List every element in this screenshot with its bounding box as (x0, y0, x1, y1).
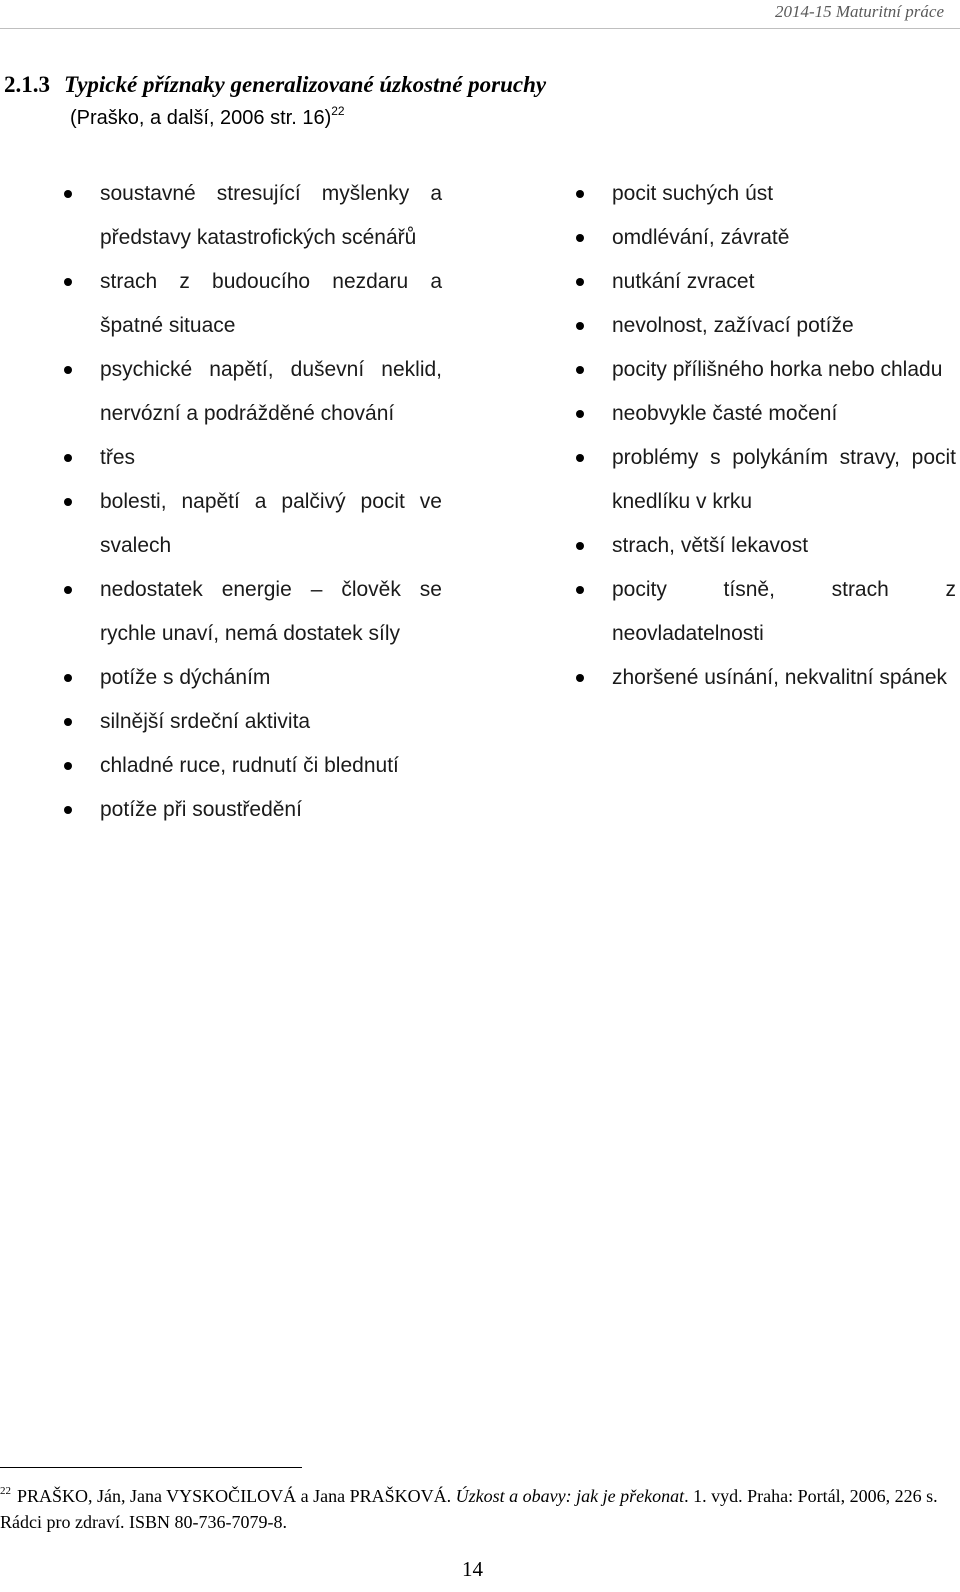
footnote-book-title: Úzkost a obavy: jak je překonat (455, 1486, 685, 1506)
bullet-icon (576, 234, 584, 242)
list-item: potíže s dýcháním (100, 656, 442, 700)
bullet-icon (576, 322, 584, 330)
page-number: 14 (462, 1557, 483, 1581)
list-item: třes (100, 436, 442, 480)
bullet-icon (64, 806, 72, 814)
bullet-icon (64, 454, 72, 462)
footnote-number: 22 (0, 1485, 11, 1497)
bullet-icon (64, 278, 72, 286)
bullet-icon (576, 410, 584, 418)
list-item: strach z budoucího nezdaru a špatné situace (100, 260, 442, 348)
symptom-list-left (100, 172, 442, 832)
list-item: omdlévání, závratě (612, 216, 956, 260)
bullet-icon (576, 674, 584, 682)
footnote-authors: PRAŠKO, Ján, Jana VYSKOČILOVÁ a Jana PRAŠKOVÁ. (17, 1486, 452, 1506)
bullet-icon (576, 278, 584, 286)
list-item: strach, větší lekavost (612, 524, 956, 568)
list-item: silnější srdeční aktivita (100, 700, 442, 744)
section-heading (4, 72, 546, 98)
list-item: psychické napětí, duševní neklid, nervózní a podrážděné chování (100, 348, 442, 436)
bullet-icon (64, 762, 72, 770)
header-divider (0, 28, 960, 29)
section-title: Typické příznaky generalizované úzkostné poruchy (64, 72, 547, 97)
list-item: zhoršené usínání, nekvalitní spánek (612, 656, 956, 700)
running-header: 2014-15 Maturitní práce (774, 2, 944, 21)
list-item: pocit suchých úst (612, 172, 956, 216)
bullet-icon (64, 498, 72, 506)
list-item: nevolnost, zažívací potíže (612, 304, 956, 348)
bullet-icon (576, 542, 584, 550)
bullet-icon (576, 454, 584, 462)
list-item: pocity tísně, strach z neovladatelnosti (612, 568, 956, 656)
footnote-divider (0, 1467, 302, 1468)
bullet-icon (64, 674, 72, 682)
footnote-details: . 1. vyd. Praha: Portál, 2006, 226 s. Rádci pro zdraví. ISBN 80-736-7079-8. (0, 1486, 938, 1532)
bullet-icon (64, 586, 72, 594)
list-item: chladné ruce, rudnutí či blednutí (100, 744, 442, 788)
source-text: (Praško, a další, 2006 str. 16) (70, 107, 332, 129)
list-item: potíže při soustředění (100, 788, 442, 832)
list-item: bolesti, napětí a palčivý pocit ve svalech (100, 480, 442, 568)
list-item: nutkání zvracet (612, 260, 956, 304)
bullet-icon (576, 366, 584, 374)
list-item: problémy s polykáním stravy, pocit knedlíku v krku (612, 436, 956, 524)
bullet-icon (64, 190, 72, 198)
source-citation (70, 104, 345, 130)
bullet-icon (576, 586, 584, 594)
section-number: 2.1.3 (4, 72, 50, 97)
footnote-reference: 22 (331, 104, 345, 118)
bullet-icon (576, 190, 584, 198)
list-item: nedostatek energie – člověk se rychle unaví, nemá dostatek síly (100, 568, 442, 656)
bullet-icon (64, 718, 72, 726)
list-item: soustavné stresující myšlenky a představy katastrofických scénářů (100, 172, 442, 260)
bullet-icon (64, 366, 72, 374)
list-item: pocity přílišného horka nebo chladu (612, 348, 956, 392)
list-item: neobvykle časté močení (612, 392, 956, 436)
symptom-list-right (612, 172, 956, 700)
footnote (0, 1478, 952, 1535)
